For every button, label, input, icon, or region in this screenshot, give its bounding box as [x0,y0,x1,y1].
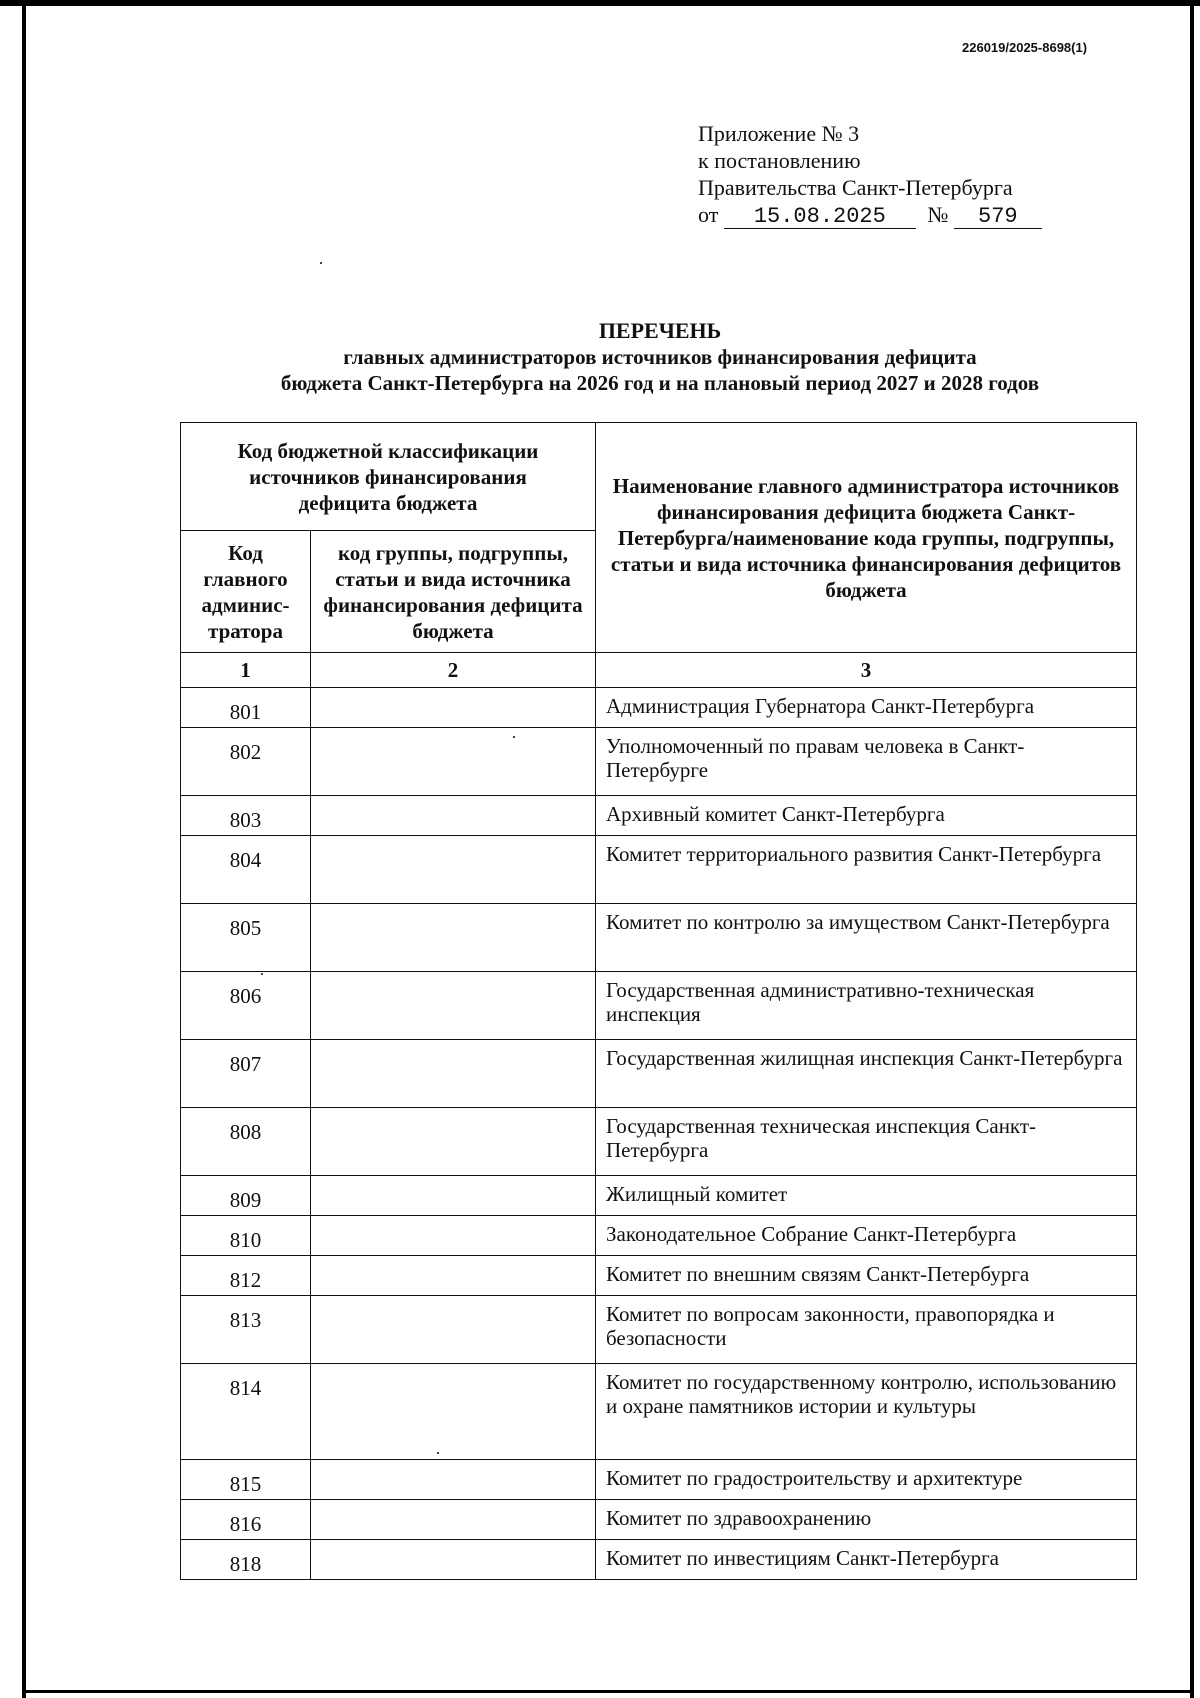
table-row [181,1040,1137,1108]
document-title [180,318,1140,396]
title-line-2: главных администраторов источников финансирования дефицита [343,345,977,369]
administrator-code: 816 [181,1500,311,1540]
administrator-code: 805 [181,904,311,972]
table-row [181,1540,1137,1580]
administrator-name: Архивный комитет Санкт-Петербурга [596,796,1137,836]
appendix-block [698,120,1042,229]
administrator-code: 807 [181,1040,311,1108]
resolution-number: 579 [954,206,1042,229]
column-number: 3 [596,653,1137,688]
administrator-code: 802 [181,728,311,796]
group-code [311,1108,596,1176]
title-heading: ПЕРЕЧЕНЬ [598,318,722,343]
appendix-line-1: Приложение № 3 [698,121,860,146]
administrators-table [180,422,1137,1580]
group-code [311,904,596,972]
scan-frame-left [22,0,26,1698]
group-code [311,1460,596,1500]
administrator-code: 808 [181,1108,311,1176]
number-label: № [927,202,949,227]
administrator-name: Уполномоченный по правам человека в Санкт-Петербурге [596,728,1137,796]
table-row [181,836,1137,904]
group-code [311,1540,596,1580]
column-number: 2 [311,653,596,688]
column-number-row [181,653,1137,688]
administrator-code: 818 [181,1540,311,1580]
group-code [311,796,596,836]
table-row [181,1364,1137,1460]
administrator-code: 803 [181,796,311,836]
title-line-3: бюджета Санкт-Петербурга на 2026 год и на плановый период 2027 и 2028 годов [280,371,1040,395]
administrator-code: 810 [181,1216,311,1256]
header-administrator-code: Код главного админис-тратора [181,531,311,653]
table-row [181,1108,1137,1176]
administrator-name: Государственная административно-техническая инспекция [596,972,1137,1040]
table-row [181,1460,1137,1500]
administrator-name: Администрация Губернатора Санкт-Петербурга [596,688,1137,728]
table-row [181,904,1137,972]
administrator-name: Комитет по вопросам законности, правопорядка и безопасности [596,1296,1137,1364]
appendix-date-line [698,201,1042,229]
table-row [181,1500,1137,1540]
group-code [311,972,596,1040]
table-row [181,1216,1137,1256]
from-label: от [698,202,719,227]
appendix-line-3: Правительства Санкт-Петербурга [698,175,1013,200]
group-code [311,1500,596,1540]
group-code [311,836,596,904]
administrator-name: Комитет по здравоохранению [596,1500,1137,1540]
administrator-code: 804 [181,836,311,904]
administrator-code: 812 [181,1256,311,1296]
table-row [181,688,1137,728]
document-registration-number: 226019/2025-8698(1) [962,40,1088,55]
table-row [181,1296,1137,1364]
administrator-name: Комитет по контролю за имуществом Санкт-Петербурга [596,904,1137,972]
administrator-code: 813 [181,1296,311,1364]
administrator-name: Государственная техническая инспекция Санкт-Петербурга [596,1108,1137,1176]
table-row [181,972,1137,1040]
administrator-code: 801 [181,688,311,728]
resolution-date: 15.08.2025 [724,206,916,229]
group-code [311,1040,596,1108]
group-code [311,688,596,728]
administrator-name: Государственная жилищная инспекция Санкт-Петербурга [596,1040,1137,1108]
administrator-name: Комитет по государственному контролю, использованию и охране памятников истории и культуры [596,1364,1137,1460]
group-code [311,1216,596,1256]
administrator-code: 809 [181,1176,311,1216]
administrator-code: 815 [181,1460,311,1500]
scan-frame-bottom [22,1690,1194,1693]
header-classification-group: Код бюджетной классификации источников финансирования дефицита бюджета [181,423,596,531]
administrator-name: Законодательное Собрание Санкт-Петербурга [596,1216,1137,1256]
group-code [311,1256,596,1296]
table-row [181,796,1137,836]
column-number: 1 [181,653,311,688]
appendix-line-2: к постановлению [698,148,861,173]
table-row [181,728,1137,796]
scan-frame-top [0,0,1200,6]
group-code [311,1176,596,1216]
header-administrator-name: Наименование главного администратора источников финансирования дефицита бюджета Санкт-Петербурга/наименование кода группы, подгруппы, статьи и вида источника финансирования дефицитов бюджета [596,423,1137,653]
administrator-code: 806 [181,972,311,1040]
administrator-name: Комитет по инвестициям Санкт-Петербурга [596,1540,1137,1580]
table-row [181,1256,1137,1296]
scan-speck [320,262,322,264]
group-code [311,728,596,796]
scan-frame-right [1190,0,1194,1698]
administrator-name: Жилищный комитет [596,1176,1137,1216]
group-code [311,1364,596,1460]
administrator-name: Комитет по градостроительству и архитектуре [596,1460,1137,1500]
administrator-name: Комитет по внешним связям Санкт-Петербурга [596,1256,1137,1296]
header-group-code: код группы, подгруппы, статьи и вида источника финансирования дефицита бюджета [311,531,596,653]
administrator-name: Комитет территориального развития Санкт-Петербурга [596,836,1137,904]
group-code [311,1296,596,1364]
administrator-code: 814 [181,1364,311,1460]
table-row [181,1176,1137,1216]
